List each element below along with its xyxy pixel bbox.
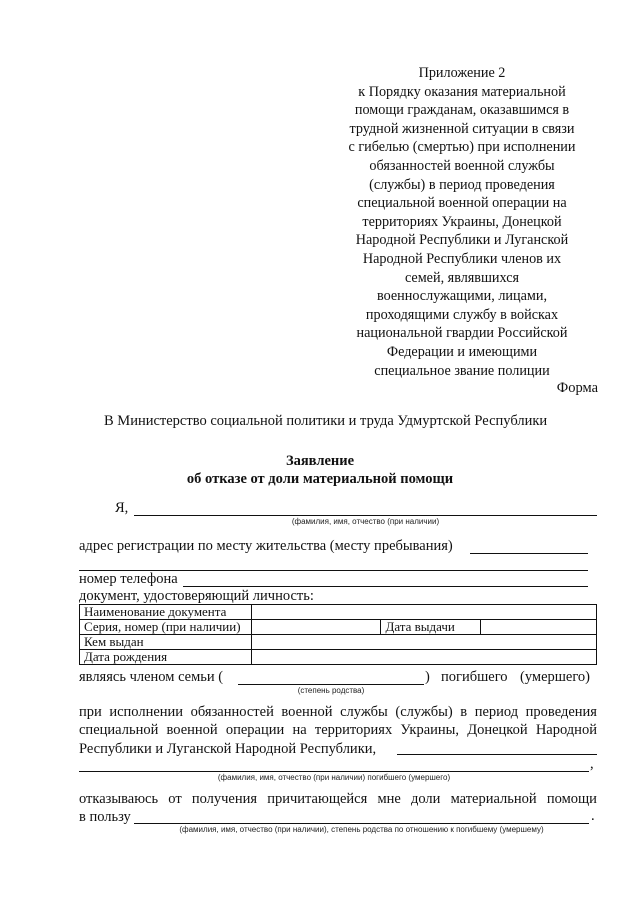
table-row [80,620,597,635]
address-field-1[interactable] [470,553,588,554]
appendix-header [346,64,578,380]
ya-label: Я, [115,500,129,516]
refuse-line-1: отказываюсь от получения причитающейся мне доли материальной помощи [79,791,597,807]
table-row [80,650,597,665]
deceased-fio-hint: (фамилия, имя, отчество (при наличии) погибшего (умершего) [217,773,451,782]
appendix-line: специальной военной операции на [357,195,567,212]
appendix-line: национальной гвардии Российской [356,325,568,342]
family-close-paren: ) [425,669,430,685]
kinship-field[interactable] [238,684,424,685]
appendix-line: Народной Республики и Луганской [355,232,569,249]
series-number-label: Серия, номер (при наличии) [80,620,252,635]
document-title-line2: об отказе от доли материальной помощи [186,471,454,487]
appendix-title: Приложение 2 [418,65,506,81]
appendix-line: Федерации и имеющими [386,343,538,360]
issued-by-label: Кем выдан [80,635,252,650]
birth-date-field[interactable] [251,650,596,665]
kinship-hint: (степень родства) [297,686,365,695]
table-row [80,635,597,650]
document-title-line1: Заявление [285,453,355,469]
table-row [80,605,597,620]
id-document-label: документ, удостоверяющий личность: [79,588,314,604]
deceased-comma: , [590,756,594,772]
address-label: адрес регистрации по месту жительства (месту пребывания) [79,538,453,554]
appendix-line: территориях Украины, Донецкой [362,213,562,230]
service-line-3: Республики и Луганской Народной Республики, [79,740,377,757]
ministry-recipient: В Министерство социальной политики и труда Удмуртской Республики [104,413,548,429]
appendix-line: к Порядку оказания материальной [358,83,566,100]
appendix-line: с гибелью (смертью) при исполнении [348,139,576,156]
document-title [0,452,640,488]
refuse-line-2: в пользу [79,809,131,826]
appendix-line: специальное звание полиции [374,362,550,379]
phone-field[interactable] [183,586,588,587]
fio-field[interactable] [134,515,597,516]
id-document-table [79,604,597,665]
appendix-line: семей, являвшихся [404,269,520,286]
issued-by-field[interactable] [251,635,596,650]
beneficiary-field[interactable] [134,823,589,824]
appendix-line: помощи гражданам, оказавшимся в [354,102,570,119]
appendix-line: Народной Республики членов их [362,250,562,267]
appendix-line: (службы) в период проведения [369,176,555,193]
family-member-label: являясь членом семьи ( [79,669,224,685]
issue-date-field[interactable] [481,620,597,635]
appendix-line: трудной жизненной ситуации в связи [349,120,575,137]
deceased-field-1[interactable] [397,754,597,755]
series-number-field[interactable] [251,620,381,635]
perished-word: погибшего [441,669,508,685]
beneficiary-period: . [591,808,595,824]
deceased-field-2[interactable] [79,771,589,772]
doc-name-field[interactable] [251,605,596,620]
phone-label: номер телефона [79,571,178,587]
refuse-paragraph [79,790,597,827]
birth-date-label: Дата рождения [80,650,252,665]
fio-hint: (фамилия, имя, отчество (при наличии) [291,517,440,526]
deceased-word: (умершего) [520,669,591,685]
beneficiary-hint: (фамилия, имя, отчество (при наличии), степень родства по отношению к погибшему (умершему) [179,825,544,834]
service-line-1: при исполнении обязанностей военной службы (службы) в период проведения [79,704,597,720]
appendix-lines [346,83,578,381]
appendix-line: обязанностей военной службы [369,157,555,174]
doc-name-label: Наименование документа [80,605,252,620]
form-label: Форма [556,380,598,396]
appendix-line: проходящими службу в войсках [365,306,559,323]
issue-date-label: Дата выдачи [381,620,481,635]
service-paragraph [79,703,597,758]
appendix-line: военнослужащими, лицами, [376,288,548,305]
service-line-2: специальной военной операции на территориях Украины, Донецкой Народной [79,722,597,739]
